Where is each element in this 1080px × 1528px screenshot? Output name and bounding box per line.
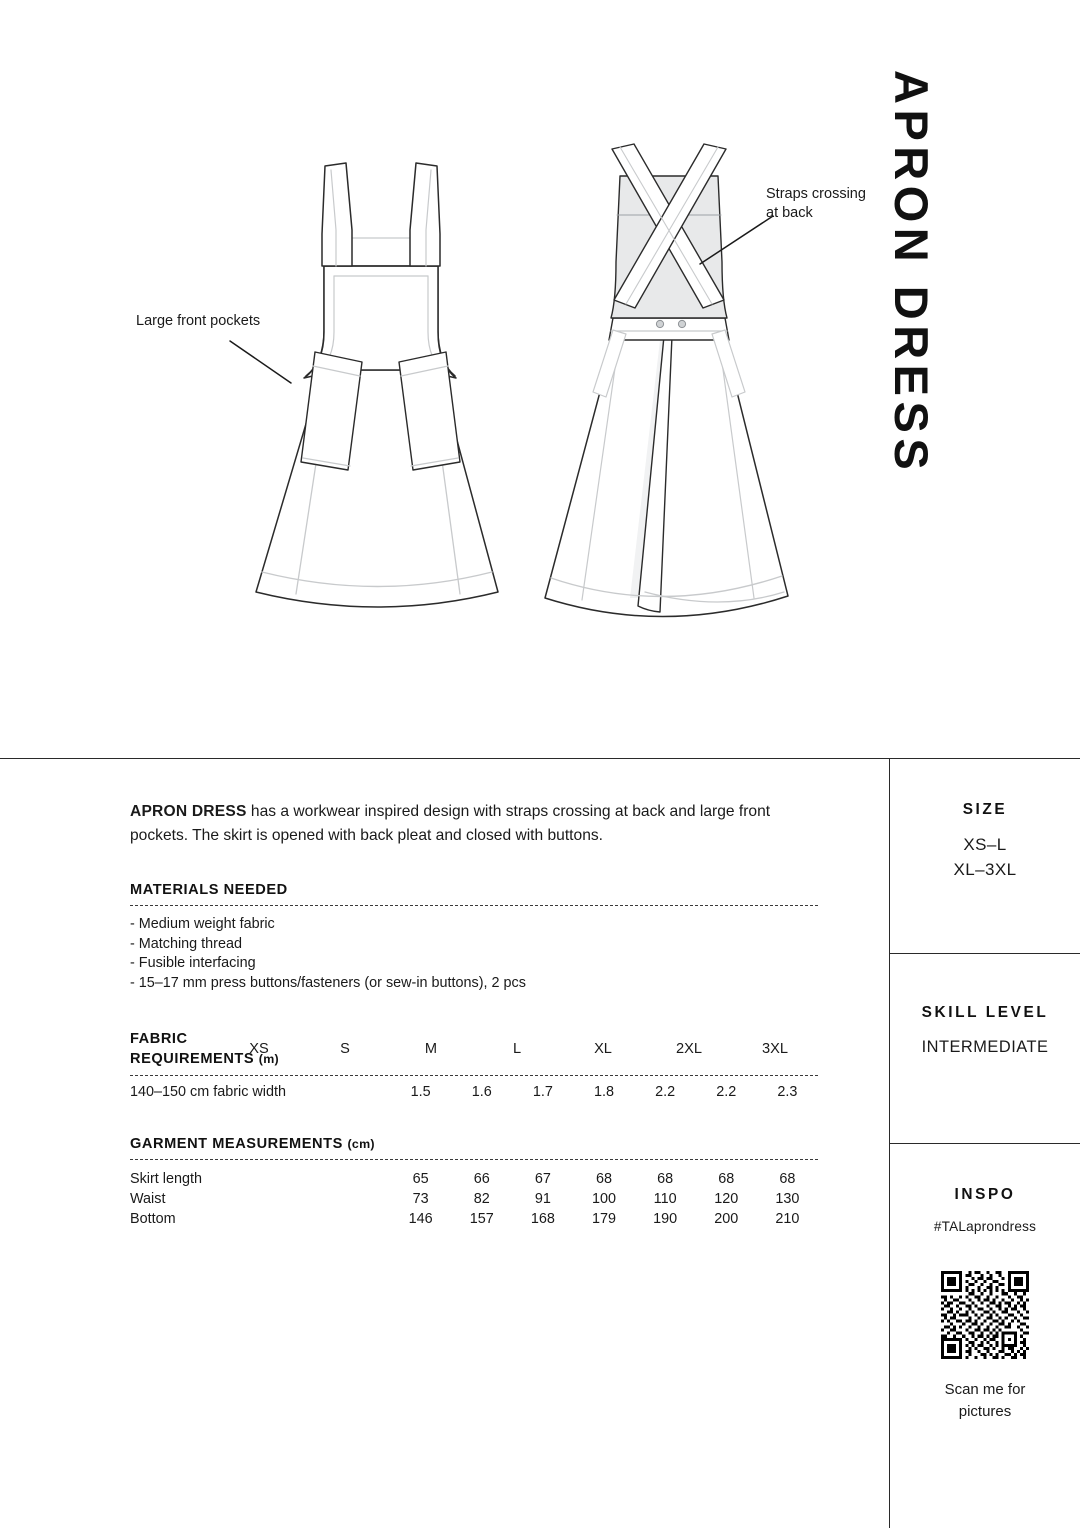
size-value-2: XL–3XL (953, 860, 1017, 879)
cell-2xl: 200 (714, 1211, 739, 1227)
table-row (130, 1082, 818, 1102)
callout-straps-crossing-at-back (766, 185, 866, 223)
sidebar (889, 759, 1080, 1528)
inspo-hashtag: #TALaprondress (933, 1219, 1037, 1234)
size-heading: SIZE (962, 801, 1008, 818)
materials-list (130, 915, 820, 993)
fabric-dashed-rule (130, 1075, 818, 1076)
row-label-skirt-length: Skirt length (130, 1171, 202, 1187)
size-value-1: XS–L (963, 835, 1007, 854)
measurements-title-text: GARMENT MEASUREMENTS (130, 1136, 343, 1152)
cell-s: 157 (469, 1211, 494, 1227)
cell-l: 179 (591, 1211, 616, 1227)
fabric-title-text: FABRIC REQUIREMENTS (130, 1031, 255, 1067)
list-item: - Fusible interfacing (130, 955, 256, 971)
cell-xs: 146 (408, 1211, 433, 1227)
page-title-vertical: APRON DRESS (885, 70, 938, 476)
scan-caption (890, 1379, 1080, 1423)
cell-2xl: 68 (718, 1171, 735, 1187)
garment-measurements-section (130, 1136, 820, 1229)
cell-l: 68 (595, 1171, 612, 1187)
cell-m: 67 (534, 1171, 551, 1187)
scan-caption-line: pictures (958, 1403, 1012, 1420)
column-header-m: M (424, 1040, 438, 1057)
cell-s: 82 (473, 1191, 490, 1207)
cell-xl: 110 (653, 1191, 677, 1207)
callout-line: Large front pockets (136, 313, 261, 329)
sidebar-block-inspo (890, 1143, 1080, 1423)
callout-large-front-pockets (136, 312, 260, 331)
intro-rest: has a workwear inspired design with straps crossing at back and large front pockets. The skirt is opened with back pleat and closed with buttons. (130, 803, 771, 844)
technical-flat-illustrations (0, 0, 920, 700)
list-item: - Matching thread (130, 935, 242, 952)
cell-xl: 2.2 (655, 1084, 676, 1100)
qr-code-svg (941, 1271, 1029, 1359)
row-label-bottom: Bottom (130, 1211, 176, 1227)
sidebar-block-size (890, 759, 1080, 953)
cell-m: 168 (530, 1211, 555, 1227)
column-header-xl: XL (594, 1040, 612, 1057)
fabric-title-unit: (m) (258, 1052, 279, 1066)
cell-3xl: 2.3 (777, 1084, 798, 1100)
column-header-2xl: 2XL (676, 1040, 702, 1057)
skill-level-value: INTERMEDIATE (921, 1038, 1049, 1056)
qr-code[interactable] (941, 1271, 1029, 1359)
intro-paragraph (130, 800, 820, 848)
measurements-dashed-rule (130, 1159, 818, 1160)
table-row (130, 1209, 818, 1229)
callout-line: at back (766, 205, 813, 221)
cell-xs: 65 (412, 1171, 429, 1187)
cell-2xl: 120 (714, 1191, 739, 1207)
fabric-values-table (130, 1082, 818, 1102)
cell-3xl: 130 (775, 1191, 800, 1207)
info-column (130, 800, 820, 1229)
materials-dashed-rule (130, 905, 818, 906)
table-row (130, 1169, 818, 1189)
cell-s: 1.6 (471, 1084, 492, 1100)
inspo-heading: INSPO (954, 1186, 1016, 1203)
row-label-waist: Waist (130, 1191, 166, 1207)
cell-3xl: 210 (775, 1211, 800, 1227)
cell-xs: 73 (412, 1191, 429, 1207)
sidebar-block-skill-level (890, 953, 1080, 1143)
garment-flats-svg (0, 0, 920, 700)
leader-line-pockets (230, 341, 291, 383)
cell-3xl: 68 (779, 1171, 796, 1187)
fabric-requirements-table (130, 1029, 818, 1071)
back-view (545, 144, 788, 617)
garment-measurements-table (130, 1169, 818, 1229)
measurements-heading (130, 1136, 820, 1152)
list-item: - 15–17 mm press buttons/fasteners (or sew-in buttons), 2 pcs (130, 974, 526, 991)
cell-l: 100 (591, 1191, 616, 1207)
column-header-s: S (340, 1040, 350, 1057)
callout-line: Straps crossing (766, 186, 866, 202)
column-header-l: L (512, 1040, 522, 1057)
row-label: 140–150 cm fabric width (130, 1084, 286, 1100)
cell-xs: 1.5 (410, 1084, 431, 1100)
cell-m: 91 (534, 1191, 551, 1207)
column-header-xs: XS (249, 1040, 269, 1057)
scan-caption-line: Scan me for (944, 1381, 1026, 1398)
cell-m: 1.7 (532, 1084, 553, 1100)
measurements-title-unit: (cm) (347, 1137, 375, 1151)
front-view (256, 163, 498, 607)
fabric-requirements-section (130, 1029, 820, 1102)
table-header-row (130, 1029, 818, 1071)
cell-s: 66 (473, 1171, 490, 1187)
intro-lead: APRON DRESS (130, 803, 247, 820)
materials-section (130, 882, 820, 993)
cell-l: 1.8 (593, 1084, 614, 1100)
skill-level-heading: SKILL LEVEL (921, 1004, 1049, 1021)
cell-xl: 190 (653, 1211, 678, 1227)
table-row (130, 1189, 818, 1209)
materials-heading: MATERIALS NEEDED (130, 882, 288, 898)
cell-xl: 68 (657, 1171, 674, 1187)
list-item: - Medium weight fabric (130, 916, 275, 932)
cell-2xl: 2.2 (716, 1084, 737, 1100)
column-header-3xl: 3XL (762, 1040, 788, 1057)
